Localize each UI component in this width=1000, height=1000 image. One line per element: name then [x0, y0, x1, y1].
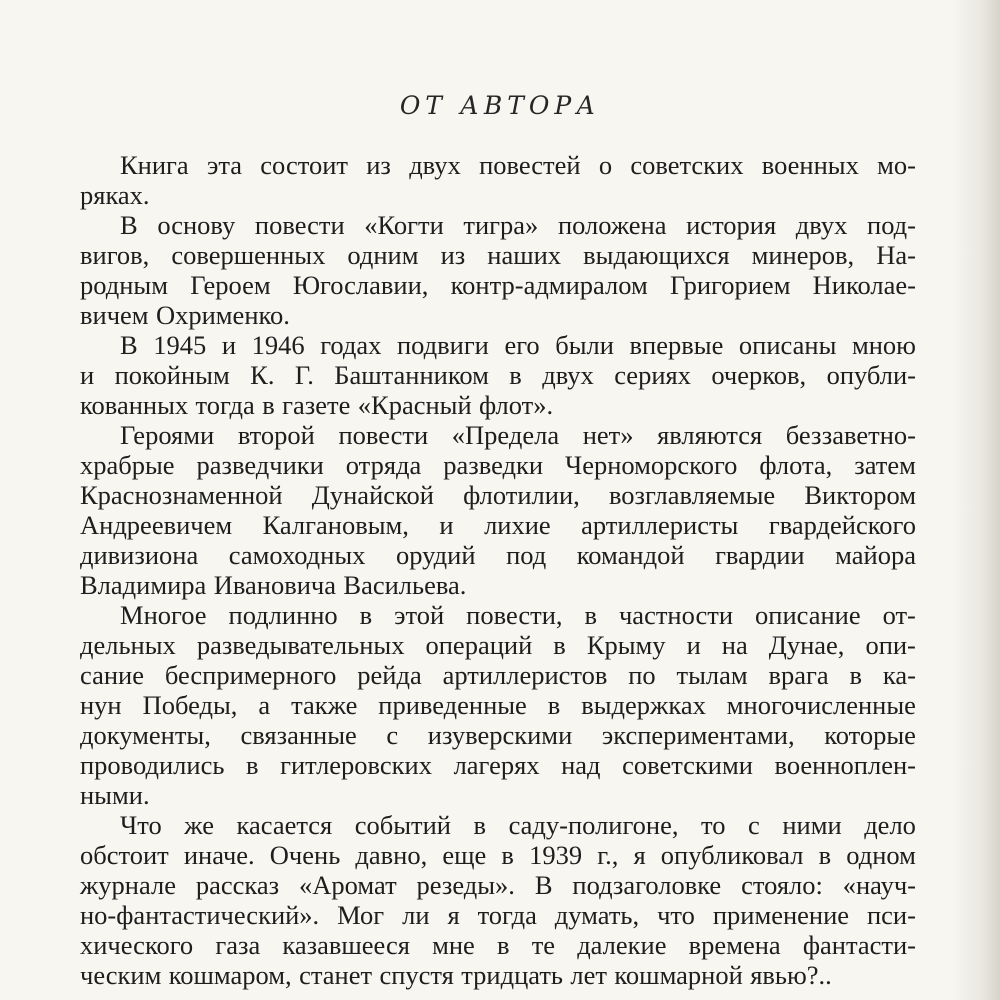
text-line: дивизиона самоходных орудий под командой гвардии майора: [80, 540, 916, 570]
text-line: храбрые разведчики отряда разведки Черноморского флота, затем: [80, 450, 916, 480]
text-line: ными.: [80, 780, 150, 810]
text-line: дельных разведывательных операций в Крыму и на Дунае, опи-: [80, 630, 916, 660]
text-line: родным Героем Югославии, контр-адмиралом Григорием Николае-: [80, 270, 916, 300]
text-line: документы, связанные с изуверскими экспериментами, которые: [80, 720, 916, 750]
text-line: и покойным К. Г. Баштанником в двух сериях очерков, опубли-: [80, 360, 916, 390]
text-line: обстоит иначе. Очень давно, еще в 1939 г., я опубликовал в одном: [80, 840, 916, 870]
text-line: Что же касается событий в саду-полигоне, то с ними дело: [120, 810, 916, 840]
text-line: Владимира Ивановича Васильева.: [80, 570, 467, 600]
paragraph: [80, 420, 916, 600]
paragraph: [80, 210, 916, 330]
paragraph: [80, 330, 916, 420]
text-line: вичем Охрименко.: [80, 300, 290, 330]
text-line: Книга эта состоит из двух повестей о советских военных мо-: [120, 150, 916, 180]
text-line: Андреевичем Калгановым, и лихие артиллеристы гвардейского: [80, 510, 916, 540]
paragraph: [80, 810, 916, 990]
text-line: кованных тогда в газете «Красный флот».: [80, 390, 554, 420]
text-line: хического газа казавшееся мне в те далекие времена фантасти-: [80, 930, 916, 960]
text-line: нун Победы, а также приведенные в выдержках многочисленные: [80, 690, 916, 720]
text-line: Героями второй повести «Предела нет» являются беззаветно-: [120, 420, 916, 450]
text-line: ческим кошмаром, станет спустя тридцать лет кошмарной явью?..: [80, 960, 832, 990]
page-edge-shadow: [952, 0, 1000, 1000]
text-line: проводились в гитлеровских лагерях над советскими военноплен-: [80, 750, 916, 780]
text-line: Краснознаменной Дунайской флотилии, возглавляемые Виктором: [80, 480, 916, 510]
text-line: журнале рассказ «Аромат резеды». В подзаголовке стояло: «науч-: [80, 870, 916, 900]
text-line: вигов, совершенных одним из наших выдающихся минеров, На-: [80, 240, 916, 270]
body-text: [80, 150, 916, 990]
section-heading: ОТ АВТОРА: [399, 91, 601, 120]
paragraph: [80, 600, 916, 810]
text-line: сание беспримерного рейда артиллеристов по тылам врага в ка-: [80, 660, 916, 690]
text-line: В 1945 и 1946 годах подвиги его были впервые описаны мною: [120, 330, 916, 360]
text-line: Многое подлинно в этой повести, в частности описание от-: [120, 600, 916, 630]
text-line: ряках.: [80, 180, 150, 210]
text-line: В основу повести «Когти тигра» положена история двух под-: [120, 210, 916, 240]
paragraph: [80, 150, 916, 210]
text-line: но-фантастический». Мог ли я тогда думать, что применение пси-: [80, 900, 916, 930]
